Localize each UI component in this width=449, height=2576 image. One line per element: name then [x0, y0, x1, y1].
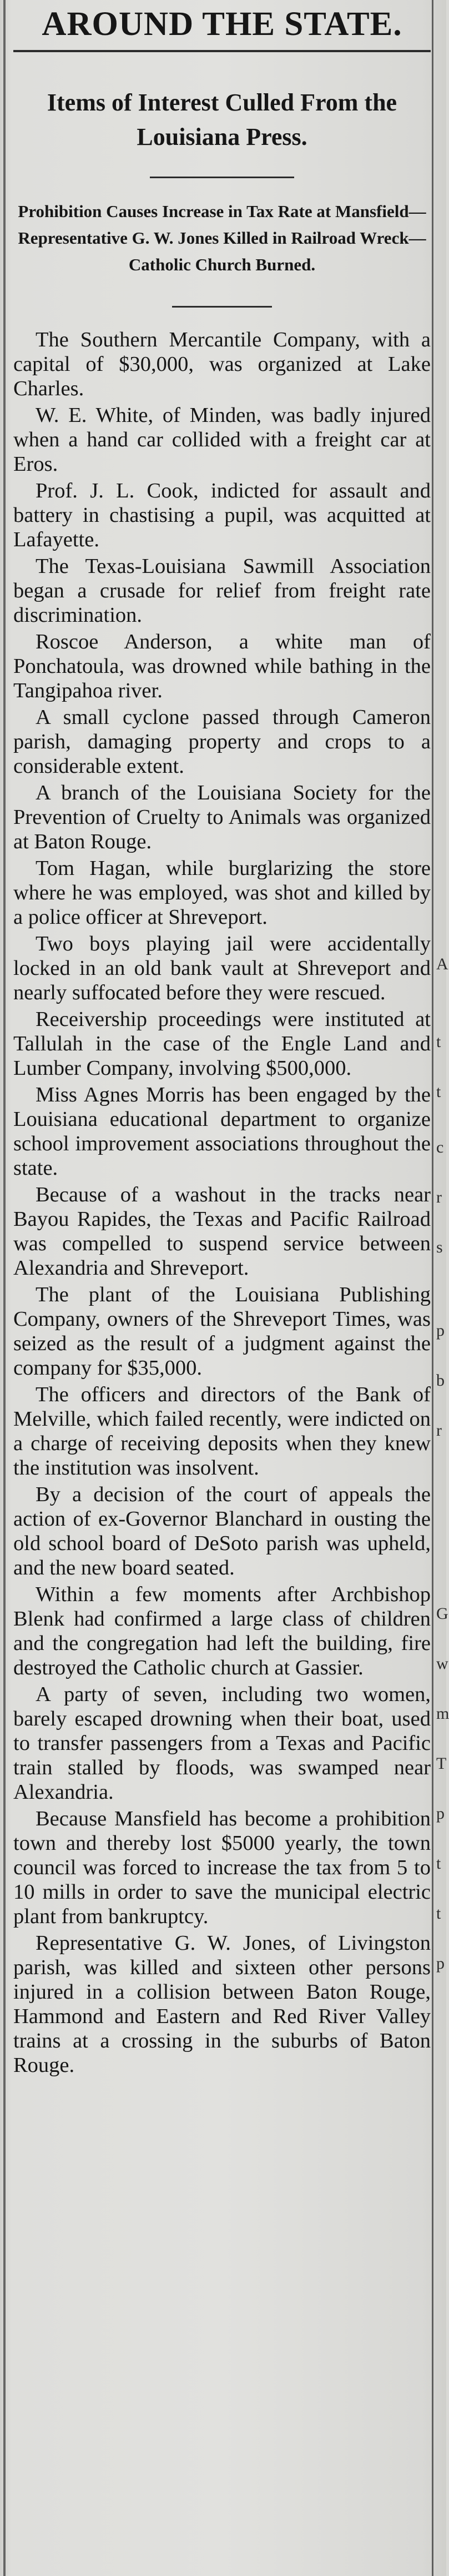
paragraph: The Texas-Louisiana Sawmill Association began a crusade for relief from freight rate discrimination. [13, 555, 431, 627]
fragment-letter: t [436, 1083, 441, 1101]
adjacent-column-fragments [436, 0, 449, 2576]
paragraph: Two boys playing jail were accidentally locked in an old bank vault at Shreveport and nearly suffocated before they were rescued. [13, 932, 431, 1004]
column-rule [432, 0, 433, 2576]
fragment-letter: t [436, 1033, 441, 1051]
paragraph: By a decision of the court of appeals the action of ex-Governor Blanchard in ousting the old school board of DeSoto parish was upheld, and the new board seated. [13, 1483, 431, 1579]
paragraph: Tom Hagan, while burglarizing the store where he was employed, was shot and killed by a police officer at Shreveport. [13, 857, 431, 929]
subhead: Items of Interest Culled From the Louisiana Press. [47, 89, 397, 150]
fragment-letter: w [436, 1654, 448, 1673]
paragraph: Receivership proceedings were instituted at Tallulah in the case of the Engle Land and Lumber Company, involving $500,000. [13, 1008, 431, 1080]
fragment-letter: p [436, 1804, 445, 1823]
headline: AROUND THE STATE. [42, 6, 402, 43]
headline-rule [13, 50, 431, 52]
paragraph: Prof. J. L. Cook, indicted for assault and battery in chastising a pupil, was acquitted at Lafayette. [13, 479, 431, 551]
paragraph: Representative G. W. Jones, of Livingston parish, was killed and sixteen other persons injured in a collision between Baton Rouge, Hammond and Eastern and Red River Valley trains at a crossing in the suburbs of Baton Rouge. [13, 1931, 431, 2077]
paragraph: The officers and directors of the Bank of Melville, which failed recently, were indicted on a charge of receiving deposits when they knew the institution was insolvent. [13, 1383, 431, 1480]
left-column-rule [3, 0, 6, 2576]
subhead-rule [150, 177, 294, 178]
fragment-letter: s [436, 1238, 443, 1256]
fragment-letter: b [436, 1371, 445, 1390]
fragment-letter: p [436, 1321, 445, 1340]
paragraph: Because Mansfield has become a prohibition town and thereby lost $5000 yearly, the town council was forced to increase the tax from 5 to 10 mills in order to save the municipal electric plant from bankruptcy. [13, 1807, 431, 1928]
paragraph: The plant of the Louisiana Publishing Company, owners of the Shreveport Times, was seized as the result of a judgment against the company for $35,000. [13, 1283, 431, 1380]
paragraph: A party of seven, including two women, barely escaped drowning when their boat, used to transfer passengers from a Texas and Pacific train stalled by floods, was swamped near Alexandria. [13, 1683, 431, 1804]
fragment-letter: c [436, 1138, 444, 1156]
fragment-letter: T [436, 1754, 447, 1773]
paragraph: Because of a washout in the tracks near Bayou Rapides, the Texas and Pacific Railroad was compelled to suspend service between Alexandria and Shreveport. [13, 1183, 431, 1280]
fragment-letter: G [436, 1604, 448, 1623]
paragraph: The Southern Mercantile Company, with a capital of $30,000, was organized at Lake Charles. [13, 328, 431, 400]
fragment-letter: r [436, 1421, 442, 1440]
paragraph: Roscoe Anderson, a white man of Ponchatoula, was drowned while bathing in the Tangipahoa river. [13, 630, 431, 702]
paragraph: Miss Agnes Morris has been engaged by the Louisiana educational department to organize school improvement associations throughout the state. [13, 1083, 431, 1180]
article-column [13, 0, 431, 2080]
fragment-letter: t [436, 1904, 441, 1923]
fragment-letter: A [436, 955, 448, 973]
fragment-letter: p [436, 1954, 445, 1973]
deck-rule [172, 306, 272, 308]
fragment-letter: m [436, 1704, 449, 1723]
deck: Prohibition Causes Increase in Tax Rate at Mansfield—Representative G. W. Jones Killed in Railroad Wreck—Catholic Church Burned. [18, 202, 426, 274]
paragraph: A branch of the Louisiana Society for the Prevention of Cruelty to Animals was organized at Baton Rouge. [13, 781, 431, 853]
paragraph: Within a few moments after Archbishop Blenk had confirmed a large class of children and the congregation had left the building, fire destroyed the Catholic church at Gassier. [13, 1583, 431, 1679]
paragraph: W. E. White, of Minden, was badly injured when a hand car collided with a freight car at Eros. [13, 404, 431, 476]
fragment-letter: t [436, 1854, 441, 1873]
fragment-letter: r [436, 1188, 442, 1206]
article-body [13, 328, 431, 2077]
paragraph: A small cyclone passed through Cameron parish, damaging property and crops to a considerable extent. [13, 706, 431, 778]
